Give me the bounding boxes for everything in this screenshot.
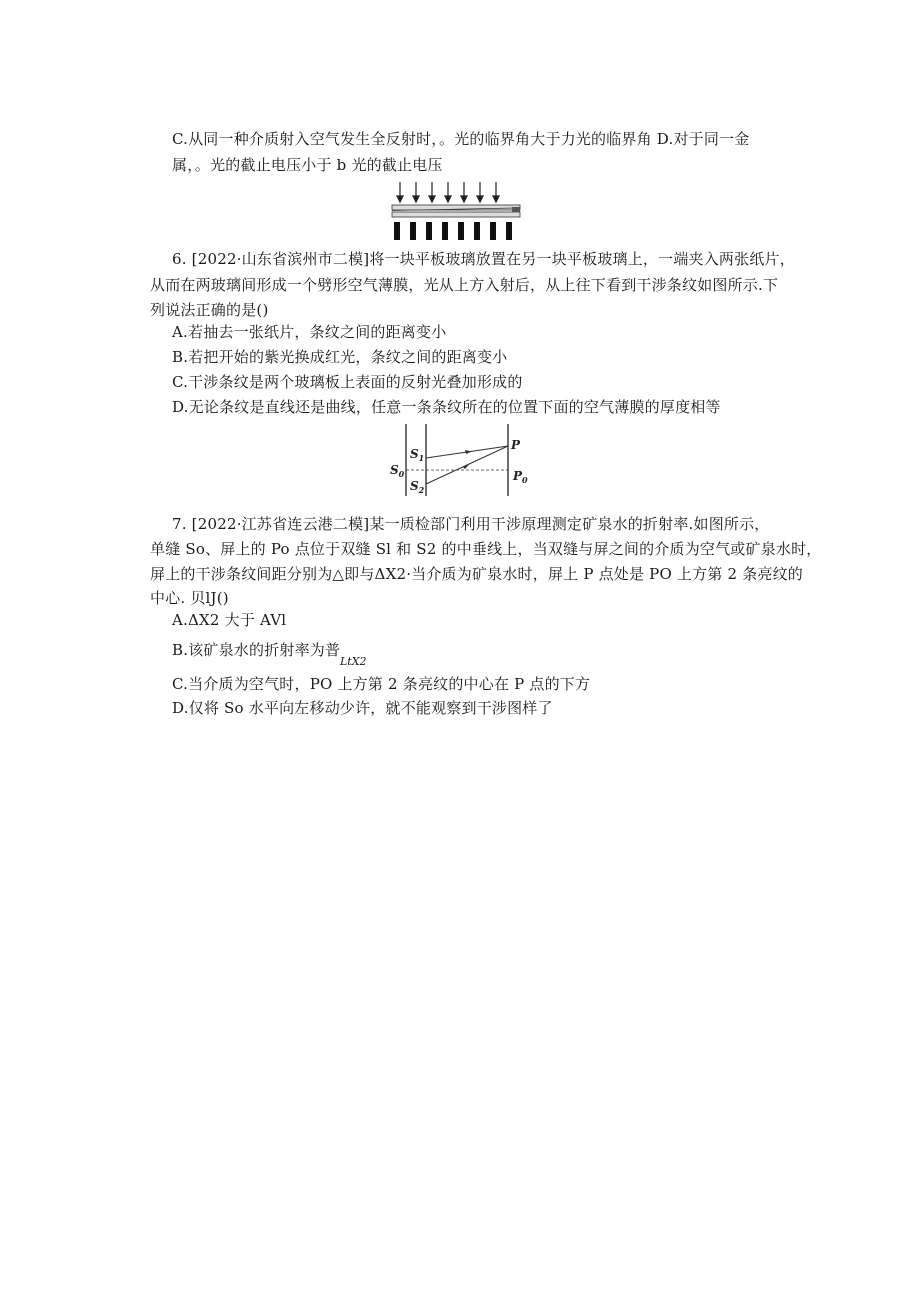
incident-light-arrows [397, 182, 499, 202]
q7-stem-line3: 屏上的干涉条纹间距分别为△即与ΔX2·当介质为矿泉水时，屏上 P 点处是 PO 上方第 2 条亮纹的 [150, 565, 803, 583]
q6-option-c: C.干涉条纹是两个玻璃板上表面的反射光叠加形成的 [172, 373, 523, 391]
q7-option-d: D.仅将 So 水平向左移动少许，就不能观察到干涉图样了 [172, 699, 553, 717]
q5-option-c-line2: 属，。光的截止电压小于 b 光的截止电压 [172, 156, 443, 174]
s1-label: $S_1$ [410, 447, 425, 463]
q6-option-a: A.若抽去一张纸片，条纹之间的距离变小 [172, 323, 447, 341]
double-slit-figure [386, 422, 536, 498]
q7-stem-line4: 中心. 贝lJ() [150, 589, 229, 607]
q6-option-b: B.若把开始的紫光换成红光，条纹之间的距离变小 [172, 348, 508, 366]
q7-option-b: B.该矿泉水的折射率为普 [172, 641, 341, 659]
s0-label: $S_0$ [390, 463, 405, 479]
glass-plates [392, 205, 520, 217]
q6-stem-line3: 列说法正确的是() [150, 301, 269, 319]
p-label: P [511, 438, 521, 452]
q7-option-c: C.当介质为空气时，PO 上方第 2 条亮纹的中心在 P 点的下方 [172, 675, 591, 693]
q7-stem-line2: 单缝 So、屏上的 Po 点位于双缝 Sl 和 S2 的中垂线上，当双缝与屏之间的介质为空气或矿泉水时， [150, 540, 822, 558]
q6-stem-line1: 6. [2022·山东省滨州市二模]将一块平板玻璃放置在另一块平板玻璃上，一端夹入两张纸片， [172, 250, 795, 268]
interference-fringes [394, 222, 512, 240]
s2-label: $S_2$ [410, 479, 425, 495]
q7-option-a: A.ΔX2 大于 AVl [172, 611, 287, 629]
q6-option-d: D.无论条纹是直线还是曲线，任意一条条纹所在的位置下面的空气薄膜的厚度相等 [172, 398, 721, 416]
wedge-film-figure [388, 180, 528, 245]
q7-stem-line1: 7. [2022·江苏省连云港二模]某一质检部门利用干涉原理测定矿泉水的折射率.如图所示， [172, 515, 770, 533]
p0-label: $P_0$ [513, 469, 528, 485]
q6-stem-line2: 从而在两玻璃间形成一个劈形空气薄膜，光从上方入射后，从上往下看到干涉条纹如图所示.下 [150, 276, 779, 294]
q7-option-b-fraction: LtX2 [340, 655, 367, 668]
q5-option-c-line1: C.从同一种介质射入空气发生全反射时，。光的临界角大于力光的临界角 D.对于同一金 [172, 130, 750, 148]
